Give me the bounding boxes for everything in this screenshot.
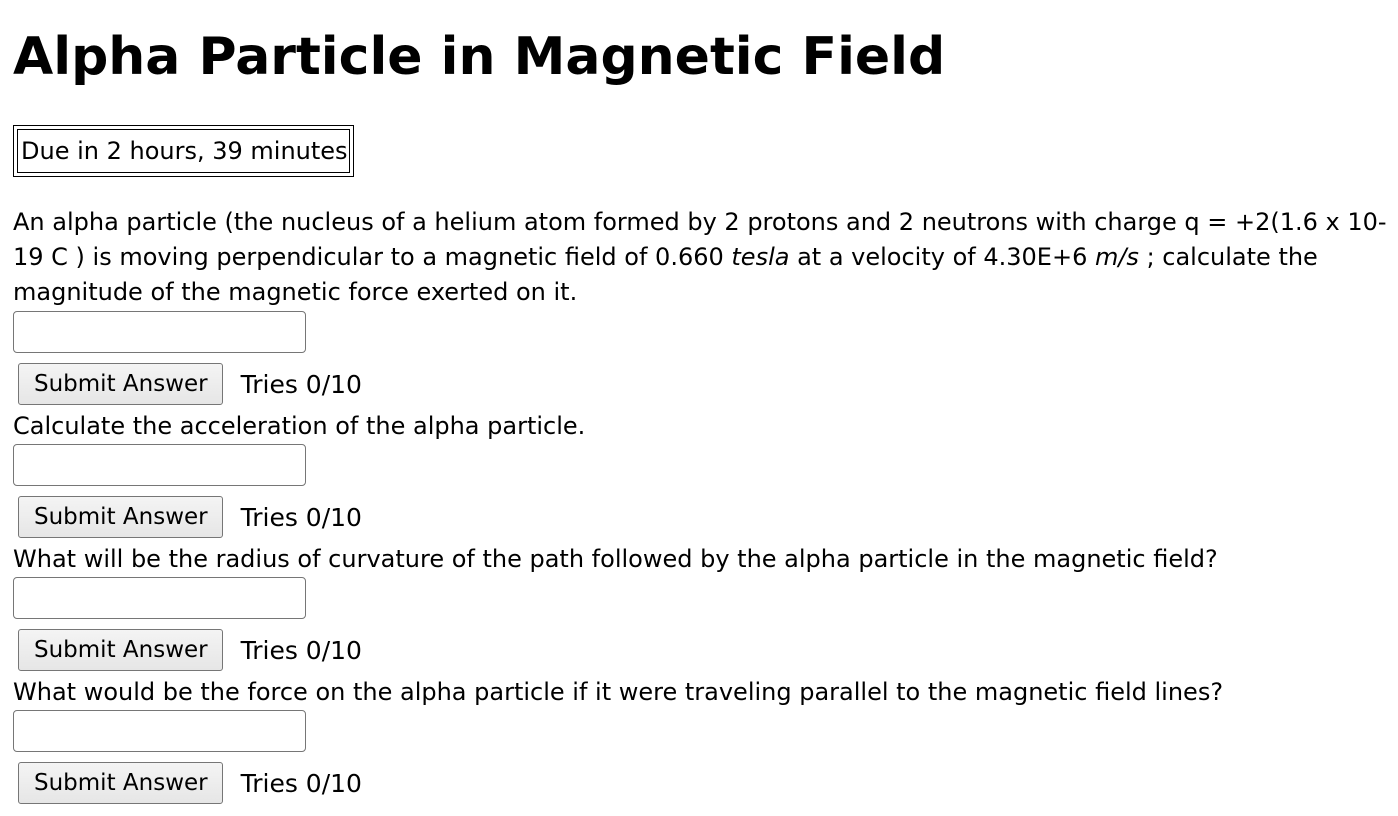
tries-counter-3: Tries 0/10 bbox=[240, 635, 362, 665]
question-text-radius: What will be the radius of curvature of the path followed by the alpha particle in the magnetic field? bbox=[13, 545, 1218, 573]
question-block-1 bbox=[13, 311, 1398, 409]
question-block-3 bbox=[13, 542, 1398, 675]
tries-counter-2: Tries 0/10 bbox=[240, 502, 362, 532]
tries-counter-4: Tries 0/10 bbox=[240, 768, 362, 798]
submit-row-3 bbox=[13, 625, 1398, 675]
problem-text-part1: An alpha particle (the nucleus of a helium atom formed by 2 protons and 2 neutrons with charge q = +2(1.6 x 10-19 C ) is moving perpendicular to a magnetic field of 0.660 bbox=[13, 208, 1387, 271]
problem-statement bbox=[13, 205, 1393, 310]
question-block-2 bbox=[13, 409, 1398, 542]
tries-counter-1: Tries 0/10 bbox=[240, 369, 362, 399]
question-block-4 bbox=[13, 675, 1398, 808]
due-box bbox=[13, 125, 354, 177]
answer-input-parallel-force[interactable] bbox=[13, 710, 306, 752]
answer-input-force[interactable] bbox=[13, 311, 306, 353]
submit-answer-button-4[interactable]: Submit Answer bbox=[18, 762, 223, 804]
problem-text-part3: ; calculate the magnitude of the magnetic force exerted on it. bbox=[13, 243, 1318, 306]
submit-answer-button-2[interactable]: Submit Answer bbox=[18, 496, 223, 538]
field-unit: tesla bbox=[731, 243, 790, 271]
question-text-parallel-force: What would be the force on the alpha particle if it were traveling parallel to the magnetic field lines? bbox=[13, 678, 1224, 706]
answer-input-acceleration[interactable] bbox=[13, 444, 306, 486]
submit-answer-button-1[interactable]: Submit Answer bbox=[18, 363, 223, 405]
velocity-unit: m/s bbox=[1094, 243, 1139, 271]
answer-input-radius[interactable] bbox=[13, 577, 306, 619]
page-title: Alpha Particle in Magnetic Field bbox=[13, 27, 946, 87]
submit-row-4 bbox=[13, 758, 1398, 808]
problem-text-part2: at a velocity of 4.30E+6 bbox=[789, 243, 1095, 271]
due-label: Due in 2 hours, 39 minutes bbox=[17, 129, 350, 173]
submit-row-2 bbox=[13, 492, 1398, 542]
submit-answer-button-3[interactable]: Submit Answer bbox=[18, 629, 223, 671]
question-text-acceleration: Calculate the acceleration of the alpha particle. bbox=[13, 412, 586, 440]
submit-row-1 bbox=[13, 359, 1398, 409]
